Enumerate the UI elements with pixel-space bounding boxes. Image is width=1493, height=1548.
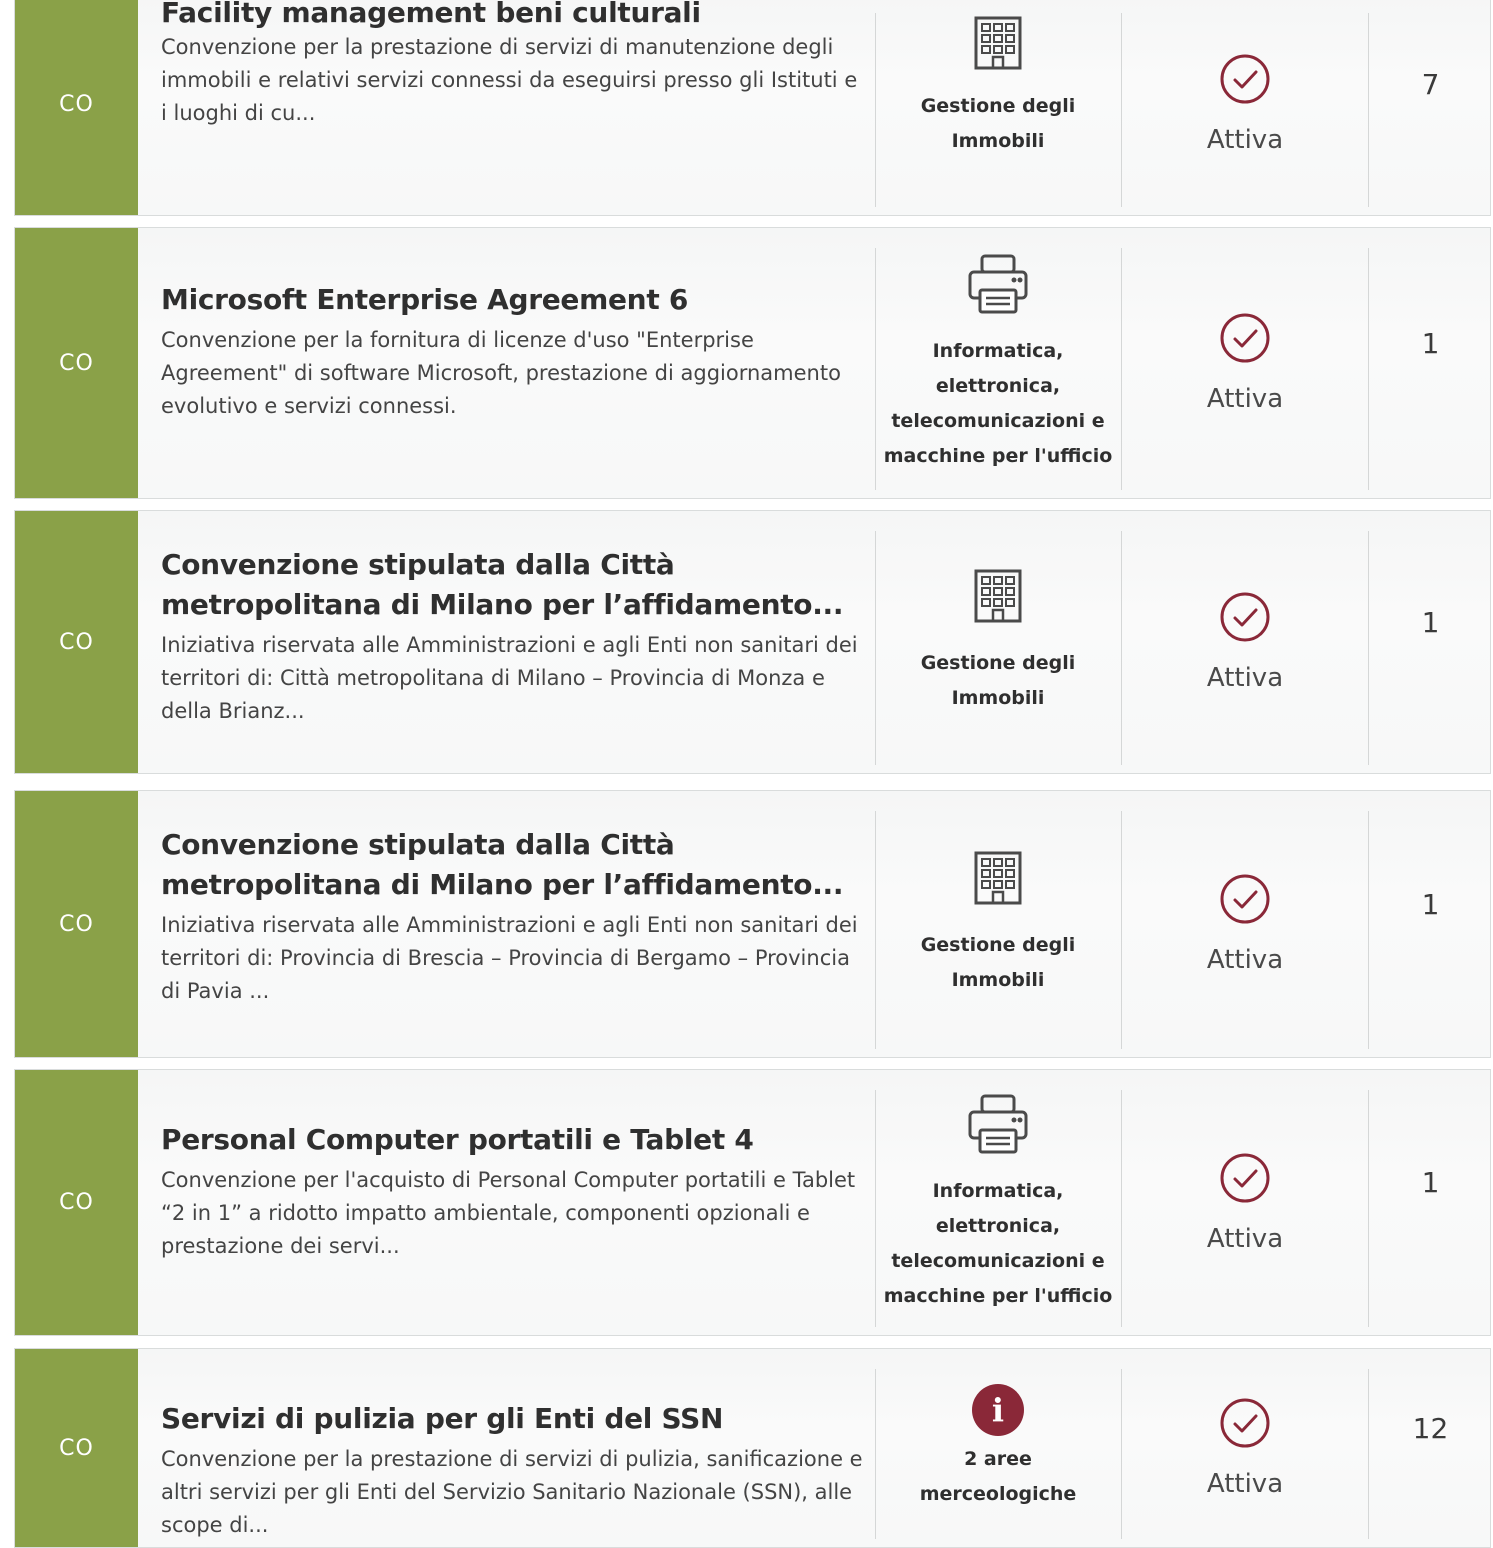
building-icon bbox=[970, 850, 1026, 906]
category-column bbox=[875, 1349, 1121, 1547]
card-main bbox=[161, 1349, 865, 1547]
card-description: Convenzione per la prestazione di servizi di manutenzione degli immobili e relativi servizi connessi da eseguirsi presso gli Istituti e i luoghi di cu... bbox=[161, 35, 858, 125]
category-label: Gestione degli Immobili bbox=[920, 934, 1076, 991]
status-column bbox=[1122, 228, 1368, 498]
building-icon bbox=[970, 15, 1026, 71]
count-value: 1 bbox=[1421, 1166, 1440, 1199]
status-column bbox=[1122, 791, 1368, 1057]
building-icon bbox=[970, 568, 1026, 624]
card-main bbox=[161, 0, 865, 215]
check-circle-icon bbox=[1219, 591, 1271, 643]
card-title[interactable]: Convenzione stipulata dalla Città metropolitana di Milano per l’affidamento... bbox=[161, 548, 844, 621]
check-circle-icon bbox=[1219, 1152, 1271, 1204]
category-column bbox=[875, 1070, 1121, 1335]
card-main bbox=[161, 1070, 865, 1335]
type-badge: CO bbox=[15, 791, 138, 1057]
count-value: 1 bbox=[1421, 887, 1440, 921]
card-description: Iniziativa riservata alle Amministrazioni e agli Enti non sanitari dei territori di: Città metropolitana di Milano – Provincia di Monza e della Brianz... bbox=[161, 633, 858, 723]
printer-icon bbox=[966, 1092, 1030, 1156]
type-badge: CO bbox=[15, 1349, 138, 1547]
status-column bbox=[1122, 511, 1368, 773]
count-value: 12 bbox=[1412, 1411, 1449, 1445]
count-value: 1 bbox=[1421, 326, 1440, 360]
status-label: Attiva bbox=[1206, 663, 1284, 693]
type-badge: CO bbox=[15, 1070, 138, 1335]
card-description: Iniziativa riservata alle Amministrazioni e agli Enti non sanitari dei territori di: Provincia di Brescia – Provincia di Bergamo – Provincia di Pavia ... bbox=[161, 913, 858, 1003]
convention-card[interactable] bbox=[14, 1348, 1491, 1548]
card-main bbox=[161, 791, 865, 1057]
category-column bbox=[875, 791, 1121, 1057]
status-label: Attiva bbox=[1206, 1469, 1284, 1499]
status-column bbox=[1122, 1070, 1368, 1335]
convention-card[interactable] bbox=[14, 227, 1491, 499]
card-title[interactable]: Servizi di pulizia per gli Enti del SSN bbox=[161, 1402, 724, 1435]
status-column bbox=[1122, 1349, 1368, 1547]
type-badge: CO bbox=[15, 228, 138, 498]
category-label: Informatica, elettronica, telecomunicazioni e macchine per l'ufficio bbox=[883, 340, 1113, 467]
convention-card[interactable] bbox=[14, 1069, 1491, 1336]
card-main bbox=[161, 511, 865, 773]
card-title[interactable]: Personal Computer portatili e Tablet 4 bbox=[161, 1123, 754, 1156]
count-value: 7 bbox=[1421, 67, 1440, 101]
card-title[interactable]: Facility management beni culturali bbox=[161, 0, 701, 29]
status-label: Attiva bbox=[1206, 945, 1284, 975]
category-column bbox=[875, 0, 1121, 215]
check-circle-icon bbox=[1219, 1397, 1271, 1449]
status-column bbox=[1122, 0, 1368, 215]
status-label: Attiva bbox=[1206, 384, 1284, 414]
card-description: Convenzione per la prestazione di servizi di pulizia, sanificazione e altri servizi per gli Enti del Servizio Sanitario Nazionale (SSN), alle scope di... bbox=[161, 1447, 863, 1537]
category-label: Gestione degli Immobili bbox=[920, 95, 1076, 152]
card-description: Convenzione per la fornitura di licenze d'uso "Enterprise Agreement" di software Microsoft, prestazione di aggiornamento evolutivo e servizi connessi. bbox=[161, 328, 841, 418]
check-circle-icon bbox=[1219, 53, 1271, 105]
status-label: Attiva bbox=[1206, 125, 1284, 155]
category-column bbox=[875, 511, 1121, 773]
count-value: 1 bbox=[1421, 605, 1440, 639]
info-glyph: i bbox=[972, 1384, 1024, 1436]
convention-card[interactable] bbox=[14, 0, 1491, 216]
category-label: Informatica, elettronica, telecomunicazioni e macchine per l'ufficio bbox=[883, 1179, 1113, 1307]
card-description: Convenzione per l'acquisto di Personal Computer portatili e Tablet “2 in 1” a ridotto impatto ambientale, componenti opzionali e prestazione dei servi... bbox=[161, 1168, 856, 1258]
category-column bbox=[875, 228, 1121, 498]
convention-card[interactable] bbox=[14, 510, 1491, 774]
check-circle-icon bbox=[1219, 873, 1271, 925]
printer-icon bbox=[966, 252, 1030, 316]
status-label: Attiva bbox=[1206, 1223, 1284, 1254]
category-label: Gestione degli Immobili bbox=[920, 652, 1076, 709]
card-main bbox=[161, 228, 865, 498]
type-badge: CO bbox=[15, 0, 138, 215]
check-circle-icon bbox=[1219, 312, 1271, 364]
convention-card[interactable] bbox=[14, 790, 1491, 1058]
category-label: 2 aree merceologiche bbox=[919, 1448, 1077, 1505]
card-title[interactable]: Convenzione stipulata dalla Città metropolitana di Milano per l’affidamento... bbox=[161, 828, 844, 901]
info-icon[interactable] bbox=[972, 1384, 1024, 1442]
type-badge: CO bbox=[15, 511, 138, 773]
card-title[interactable]: Microsoft Enterprise Agreement 6 bbox=[161, 283, 689, 316]
